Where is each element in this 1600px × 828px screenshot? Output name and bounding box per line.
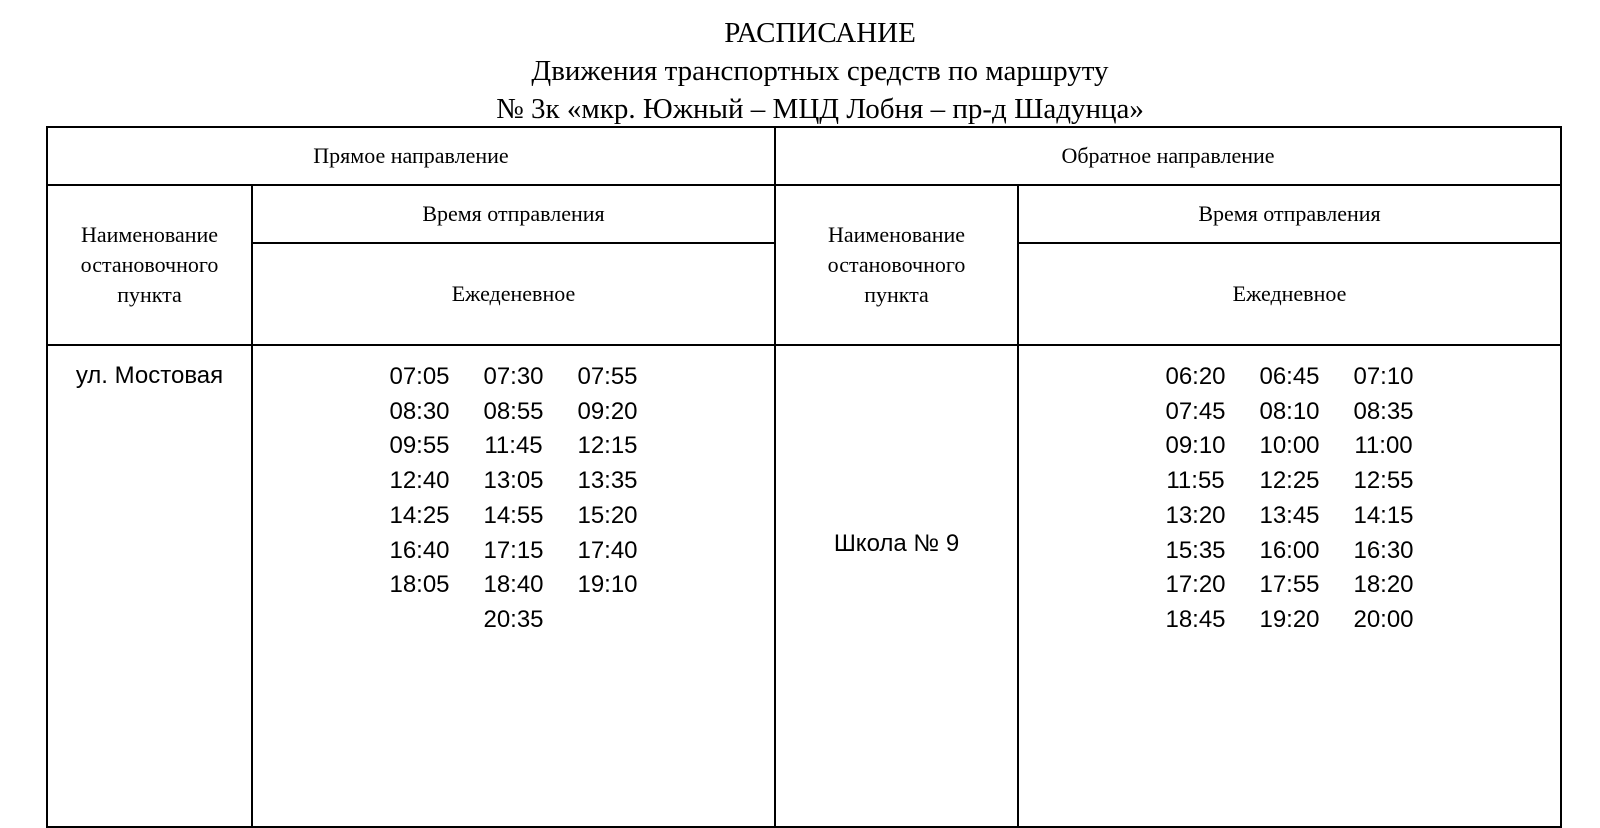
departure-time: 16:00 (1259, 536, 1320, 564)
departure-time: 07:05 (389, 363, 450, 390)
departure-time: 12:55 (1353, 467, 1414, 495)
departure-time: 07:10 (1353, 363, 1414, 390)
departure-time: 09:10 (1165, 432, 1226, 460)
departure-time: 13:45 (1259, 501, 1320, 529)
departure-time: 10:00 (1259, 432, 1320, 460)
departure-time: 11:00 (1354, 432, 1413, 460)
direct-departure-times (387, 360, 641, 638)
departure-time: 06:20 (1165, 363, 1226, 390)
reverse-stop-name: Школа № 9 (775, 345, 1018, 827)
document-title: РАСПИСАНИЕ (724, 17, 916, 49)
departure-time: 18:40 (483, 571, 544, 599)
reverse-times-cell (1018, 345, 1561, 827)
departure-time: 13:20 (1165, 501, 1226, 529)
departure-time: 20:35 (483, 605, 544, 633)
departure-time (387, 603, 453, 638)
departure-time: 20:00 (1353, 605, 1414, 633)
departure-time: 11:55 (1166, 467, 1225, 495)
departure-time: 18:20 (1353, 571, 1414, 599)
schedule-table (46, 126, 1562, 828)
departure-time: 12:15 (577, 432, 638, 460)
departure-time: 17:20 (1165, 571, 1226, 599)
direct-stop-column-header (47, 185, 252, 345)
departure-time: 17:40 (577, 536, 638, 564)
departure-time: 14:15 (1353, 501, 1414, 529)
departure-time: 07:55 (577, 363, 638, 390)
departure-time: 06:45 (1259, 363, 1320, 390)
reverse-day-type: Ежедневное (1018, 243, 1561, 345)
departure-time: 15:35 (1165, 536, 1226, 564)
departure-time: 19:20 (1259, 605, 1320, 633)
reverse-stop-column-header (775, 185, 1018, 345)
direct-direction-heading: Прямое направление (47, 127, 775, 185)
departure-time: 18:45 (1165, 605, 1226, 633)
departure-time: 16:40 (389, 536, 450, 564)
timetable-row (47, 345, 1561, 827)
departure-time: 13:05 (483, 467, 544, 495)
departure-time: 17:55 (1259, 571, 1320, 599)
departure-time: 14:25 (389, 501, 450, 529)
departure-time: 14:55 (483, 501, 544, 529)
reverse-direction-heading: Обратное направление (775, 127, 1561, 185)
departure-time: 19:10 (577, 571, 638, 599)
direct-stop-name: ул. Мостовая (47, 345, 252, 827)
direction-header-row (47, 127, 1561, 185)
departure-time: 13:35 (577, 467, 638, 495)
departure-time: 09:20 (577, 397, 638, 425)
departure-time: 08:30 (389, 397, 450, 425)
departure-time: 08:10 (1259, 397, 1320, 425)
reverse-departure-times (1163, 360, 1417, 638)
document-header (0, 14, 1600, 128)
document-subtitle: Движения транспортных средств по маршруту (531, 55, 1109, 87)
direct-time-column-header: Время отправления (252, 185, 775, 243)
direct-times-cell (252, 345, 775, 827)
departure-time: 09:55 (389, 432, 450, 460)
column-header-row (47, 185, 1561, 243)
departure-time (575, 603, 641, 638)
departure-time: 12:25 (1259, 467, 1320, 495)
departure-time: 11:45 (484, 432, 543, 460)
direct-day-type: Ежеденевное (252, 243, 775, 345)
departure-time: 17:15 (483, 536, 544, 564)
departure-time: 15:20 (577, 501, 638, 529)
direct-stop-column-label: Наименование остановочного пункта (80, 222, 219, 307)
reverse-time-column-header: Время отправления (1018, 185, 1561, 243)
departure-time: 08:55 (483, 397, 544, 425)
departure-time: 07:45 (1165, 397, 1226, 425)
reverse-stop-column-label: Наименование остановочного пункта (827, 222, 966, 307)
departure-time: 07:30 (483, 363, 544, 390)
departure-time: 08:35 (1353, 397, 1414, 425)
departure-time: 12:40 (389, 467, 450, 495)
route-name: № 3к «мкр. Южный – МЦД Лобня – пр-д Шадунца» (496, 93, 1144, 125)
departure-time: 16:30 (1353, 536, 1414, 564)
departure-time: 18:05 (389, 571, 450, 599)
